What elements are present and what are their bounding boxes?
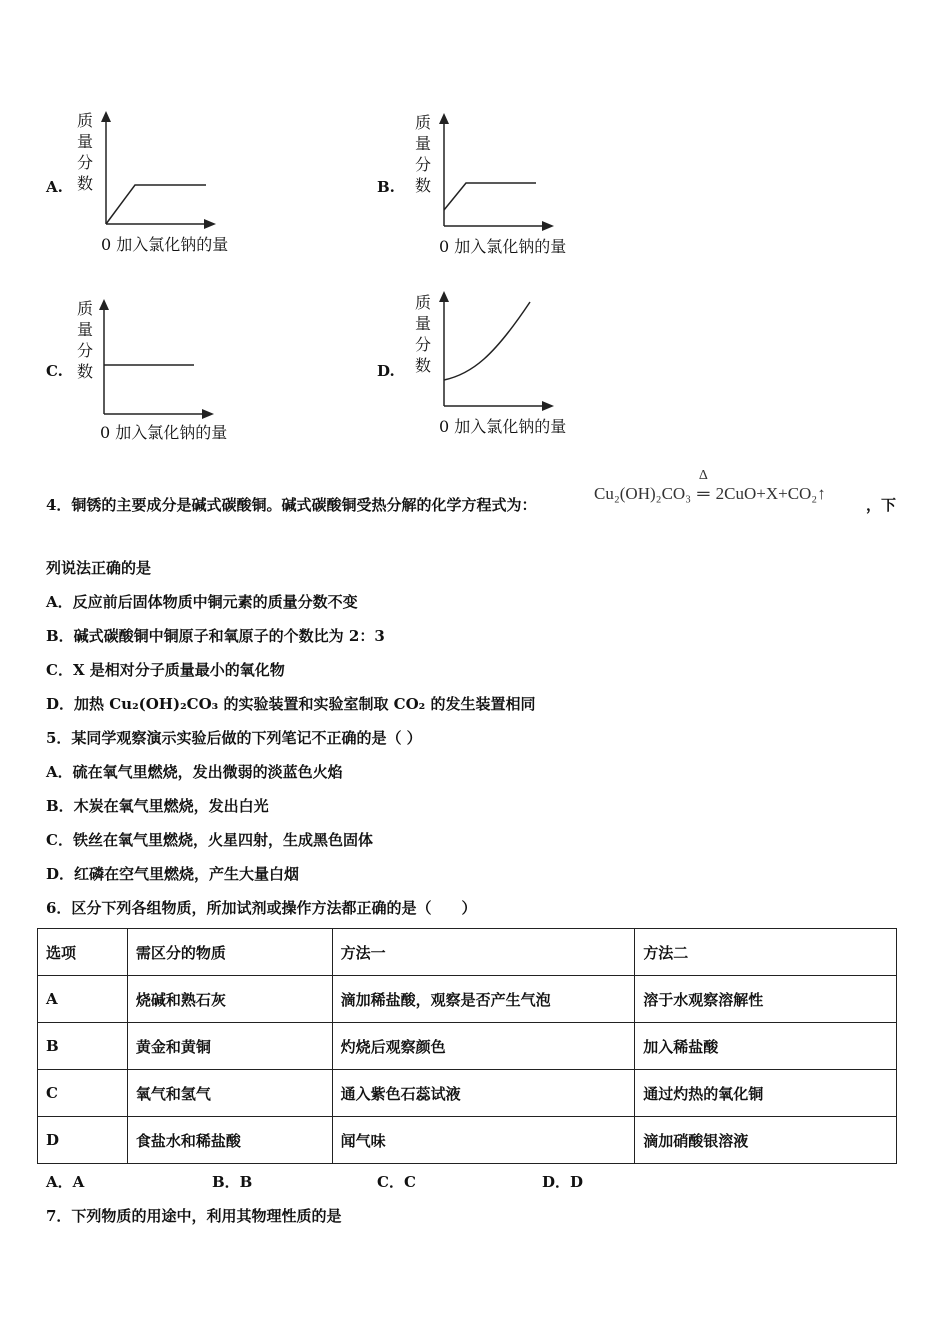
q6-header-method-2: 方法二 [635, 929, 897, 976]
graph-d-option-label: D. [377, 362, 395, 380]
graph-c-y-arrow [99, 299, 109, 310]
q6-answer-c: C．C [377, 1173, 416, 1191]
q5-option-d: D．红磷在空气里燃烧，产生大量白烟 [46, 865, 300, 883]
graph-a-y-label: 质 量 分 数 [76, 111, 93, 193]
q4-equation-condition: Δ [698, 468, 708, 483]
table-cell: 加入稀盐酸 [635, 1023, 897, 1070]
table-cell: B [38, 1023, 128, 1070]
table-cell: 溶于水观察溶解性 [635, 976, 897, 1023]
q5-stem: 5．某同学观察演示实验后做的下列笔记不正确的是（ ） [46, 729, 422, 747]
table-cell: 氧气和氢气 [127, 1070, 332, 1117]
table-cell: 食盐水和稀盐酸 [127, 1117, 332, 1164]
q4-equation-reactant: Cu₂(OH)₂CO₃ [594, 484, 692, 503]
table-cell: D [38, 1117, 128, 1164]
q5-option-b: B．木炭在氧气里燃烧，发出白光 [46, 797, 269, 815]
q6-stem: 6．区分下列各组物质，所加试剂或操作方法都正确的是（ ） [46, 899, 477, 917]
q4-option-a: A．反应前后固体物质中铜元素的质量分数不变 [46, 593, 358, 611]
q4-equation-arrow: Δ ═ [697, 468, 710, 503]
table-row [38, 1023, 897, 1070]
graph-c-x-arrow [202, 409, 214, 419]
q7-stem: 7．下列物质的用途中，利用其物理性质的是 [46, 1207, 342, 1225]
q4-stem: 4．铜锈的主要成分是碱式碳酸铜。碱式碳酸铜受热分解的化学方程式为： [46, 496, 537, 514]
table-row [38, 1117, 897, 1164]
graph-a-curve [106, 185, 206, 224]
graph-d [410, 290, 650, 450]
graph-d-y-label: 质 量 分 数 [414, 293, 431, 375]
q6-answer-a: A．A [46, 1173, 85, 1191]
q4-option-b: B．碱式碳酸铜中铜原子和氧原子的个数比为 2：3 [46, 627, 385, 645]
table-cell: C [38, 1070, 128, 1117]
q4-stem-continued: 列说法正确的是 [46, 559, 152, 577]
table-cell: 黄金和黄铜 [127, 1023, 332, 1070]
q6-table [37, 928, 897, 1164]
q5-option-a: A．硫在氧气里燃烧，发出微弱的淡蓝色火焰 [46, 763, 343, 781]
graph-d-y-arrow [439, 291, 449, 302]
q6-header-method-1: 方法一 [332, 929, 635, 976]
q4-equation-products: 2CuO+X+CO₂↑ [715, 484, 826, 503]
q4-option-c: C．X 是相对分子质量最小的氧化物 [46, 661, 285, 679]
graph-c-option-label: C. [46, 362, 63, 380]
graph-b-x-arrow [542, 221, 554, 231]
graph-c-x-label: 0 加入氯化钠的量 [100, 423, 228, 442]
table-row [38, 976, 897, 1023]
graph-b-y-arrow [439, 113, 449, 124]
graph-a-y-arrow [101, 111, 111, 122]
graph-b-x-label: 0 加入氯化钠的量 [439, 237, 567, 256]
q6-table-header [38, 929, 897, 976]
graph-a-x-arrow [204, 219, 216, 229]
q6-answer-b: B．B [212, 1173, 253, 1191]
graph-c-y-label: 质 量 分 数 [76, 299, 93, 381]
table-cell: 滴加硝酸银溶液 [635, 1117, 897, 1164]
graph-a-option-label: A. [46, 178, 63, 196]
q6-header-substances: 需区分的物质 [127, 929, 332, 976]
graph-d-x-label: 0 加入氯化钠的量 [439, 417, 567, 436]
table-cell: 滴加稀盐酸，观察是否产生气泡 [332, 976, 635, 1023]
q5-option-c: C．铁丝在氧气里燃烧，火星四射，生成黑色固体 [46, 831, 373, 849]
graph-b [410, 108, 650, 268]
graph-a [72, 108, 312, 268]
graph-b-option-label: B. [377, 178, 395, 196]
q6-header-option: 选项 [38, 929, 128, 976]
table-cell: 闻气味 [332, 1117, 635, 1164]
graph-a-x-label: 0 加入氯化钠的量 [101, 235, 229, 254]
graph-d-x-arrow [542, 401, 554, 411]
graph-b-curve [444, 183, 536, 210]
q6-answer-d: D．D [542, 1173, 584, 1191]
table-cell: A [38, 976, 128, 1023]
table-cell: 灼烧后观察颜色 [332, 1023, 635, 1070]
q4-equation [594, 468, 826, 504]
graph-d-curve [444, 302, 530, 380]
table-cell: 通过灼热的氧化铜 [635, 1070, 897, 1117]
graph-c [72, 292, 312, 452]
q4-stem-tail: ，下 [866, 496, 897, 514]
graph-b-y-label: 质 量 分 数 [414, 113, 431, 195]
q4-option-d: D．加热 Cu₂(OH)₂CO₃ 的实验装置和实验室制取 CO₂ 的发生装置相同 [46, 695, 536, 713]
table-cell: 烧碱和熟石灰 [127, 976, 332, 1023]
table-cell: 通入紫色石蕊试液 [332, 1070, 635, 1117]
table-row [38, 1070, 897, 1117]
